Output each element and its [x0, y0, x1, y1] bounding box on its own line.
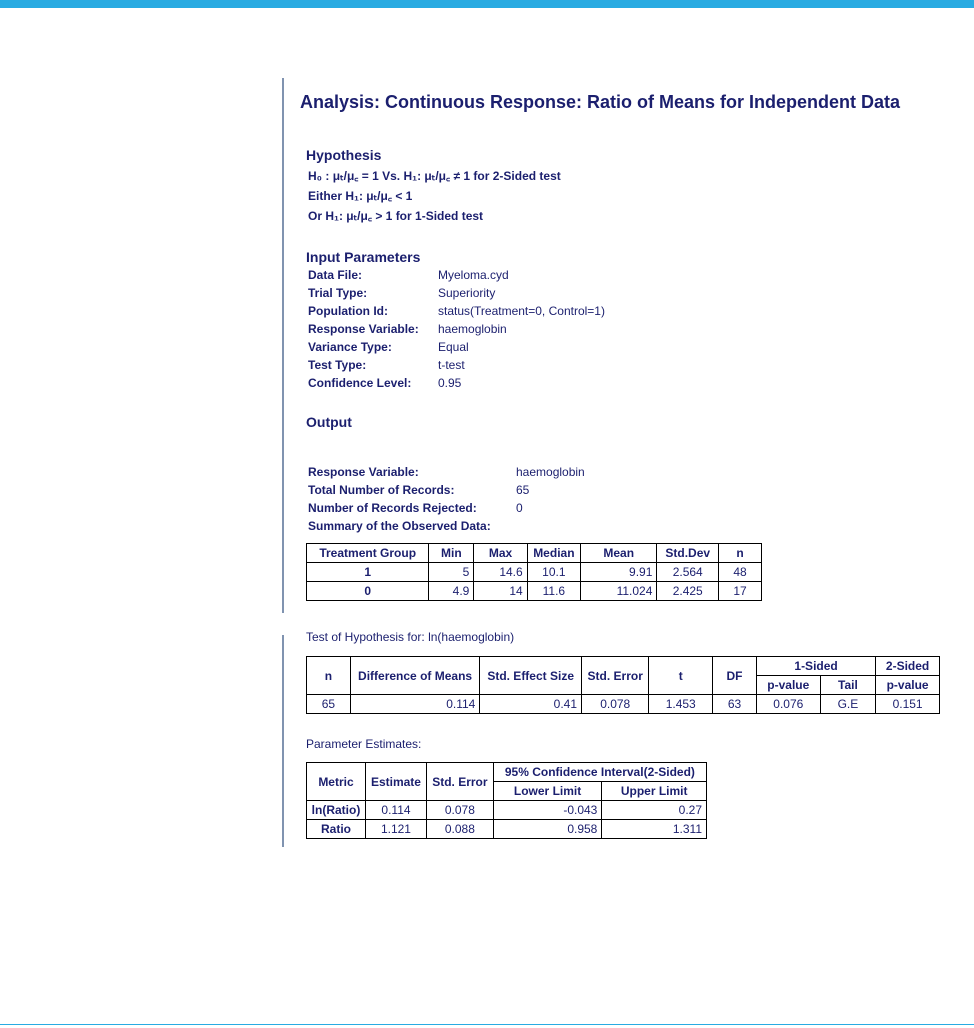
col-header: Std. Error	[426, 763, 493, 801]
table-cell: 0.27	[602, 801, 707, 820]
col-header: Median	[527, 544, 580, 563]
col-header: Mean	[581, 544, 657, 563]
output-value: 65	[516, 483, 530, 497]
parameter-estimates-table	[306, 762, 707, 839]
table-header-row	[307, 657, 940, 676]
output-label: Total Number of Records:	[308, 483, 455, 497]
table-cell: 17	[719, 582, 762, 601]
col-header: Upper Limit	[602, 782, 707, 801]
table-cell: 2.564	[657, 563, 719, 582]
table-cell: 0.088	[426, 820, 493, 839]
table-row	[307, 582, 762, 601]
table-cell: 0.958	[493, 820, 602, 839]
col-header: 1-Sided	[756, 657, 875, 676]
table-cell: 0.114	[350, 695, 480, 714]
col-header: Estimate	[365, 763, 426, 801]
table-cell: 1	[307, 563, 429, 582]
col-header: n	[307, 657, 351, 695]
param-label: Variance Type:	[308, 340, 392, 354]
table-header-row	[307, 763, 707, 782]
output-heading: Output	[306, 414, 352, 430]
table-cell: Ratio	[307, 820, 366, 839]
param-label: Population Id:	[308, 304, 388, 318]
table-cell: 0.078	[582, 695, 649, 714]
col-header: Tail	[820, 676, 876, 695]
hypothesis-line-2: Either H₁: μₜ/μ꜀ < 1	[308, 189, 413, 203]
table-header-row	[307, 544, 762, 563]
table-cell: 1.311	[602, 820, 707, 839]
table-cell: 9.91	[581, 563, 657, 582]
col-header: Difference of Means	[350, 657, 480, 695]
col-header: Std.Dev	[657, 544, 719, 563]
param-value: Myeloma.cyd	[438, 268, 509, 282]
col-header: Std. Error	[582, 657, 649, 695]
table-cell: G.E	[820, 695, 876, 714]
left-rule-lower	[282, 635, 284, 847]
param-label: Test Type:	[308, 358, 367, 372]
col-header: Std. Effect Size	[480, 657, 582, 695]
table-cell: 10.1	[527, 563, 580, 582]
table-cell: 65	[307, 695, 351, 714]
param-label: Response Variable:	[308, 322, 419, 336]
table-cell: 0.078	[426, 801, 493, 820]
param-value: status(Treatment=0, Control=1)	[438, 304, 605, 318]
col-header: Metric	[307, 763, 366, 801]
input-parameters-heading: Input Parameters	[306, 249, 421, 265]
col-header: Lower Limit	[493, 782, 602, 801]
hypothesis-line-1: H₀ : μₜ/μ꜀ = 1 Vs. H₁: μₜ/μ꜀ ≠ 1 for 2-Sided test	[308, 169, 561, 183]
col-header: p-value	[756, 676, 820, 695]
test-of-hypothesis-table	[306, 656, 940, 714]
col-header: 2-Sided	[876, 657, 940, 676]
left-rule	[282, 78, 284, 613]
output-label: Response Variable:	[308, 465, 419, 479]
table-row	[307, 801, 707, 820]
top-accent-bar	[0, 0, 974, 8]
table-cell: 5	[429, 563, 474, 582]
table-cell: -0.043	[493, 801, 602, 820]
hypothesis-heading: Hypothesis	[306, 147, 382, 163]
param-label: Trial Type:	[308, 286, 368, 300]
table-cell: 1.453	[649, 695, 713, 714]
table-row	[307, 820, 707, 839]
param-value: Equal	[438, 340, 469, 354]
table-cell: 0.151	[876, 695, 940, 714]
param-value: Superiority	[438, 286, 496, 300]
table-cell: 14.6	[474, 563, 527, 582]
param-value: haemoglobin	[438, 322, 507, 336]
table-cell: 4.9	[429, 582, 474, 601]
param-label: Confidence Level:	[308, 376, 412, 390]
parameter-estimates-label: Parameter Estimates:	[306, 737, 422, 751]
table-cell: 48	[719, 563, 762, 582]
output-label: Number of Records Rejected:	[308, 501, 477, 515]
col-header: Min	[429, 544, 474, 563]
param-value: t-test	[438, 358, 465, 372]
table-cell: 0.114	[365, 801, 426, 820]
table-cell: 14	[474, 582, 527, 601]
output-value: haemoglobin	[516, 465, 585, 479]
col-header: Treatment Group	[307, 544, 429, 563]
col-header: DF	[713, 657, 757, 695]
toh-caption: Test of Hypothesis for:	[306, 630, 425, 644]
table-cell: 0.41	[480, 695, 582, 714]
param-value: 0.95	[438, 376, 462, 390]
test-of-hypothesis-label	[306, 630, 514, 644]
col-header: p-value	[876, 676, 940, 695]
table-cell: 11.6	[527, 582, 580, 601]
col-header: Max	[474, 544, 527, 563]
table-row	[307, 563, 762, 582]
table-cell: 1.121	[365, 820, 426, 839]
table-cell: 63	[713, 695, 757, 714]
col-header: 95% Confidence Interval(2-Sided)	[493, 763, 706, 782]
table-cell: 11.024	[581, 582, 657, 601]
toh-variable: ln(haemoglobin)	[428, 630, 515, 644]
col-header: n	[719, 544, 762, 563]
output-value: 0	[516, 501, 523, 515]
bottom-accent-line	[0, 1024, 974, 1025]
col-header: t	[649, 657, 713, 695]
summary-table	[306, 543, 762, 601]
table-cell: 0.076	[756, 695, 820, 714]
param-label: Data File:	[308, 268, 363, 282]
table-cell: 2.425	[657, 582, 719, 601]
page-title: Analysis: Continuous Response: Ratio of Means for Independent Data	[300, 92, 901, 112]
hypothesis-line-3: Or H₁: μₜ/μ꜀ > 1 for 1-Sided test	[308, 209, 484, 223]
table-row	[307, 695, 940, 714]
table-cell: ln(Ratio)	[307, 801, 366, 820]
table-cell: 0	[307, 582, 429, 601]
output-label: Summary of the Observed Data:	[308, 519, 491, 533]
